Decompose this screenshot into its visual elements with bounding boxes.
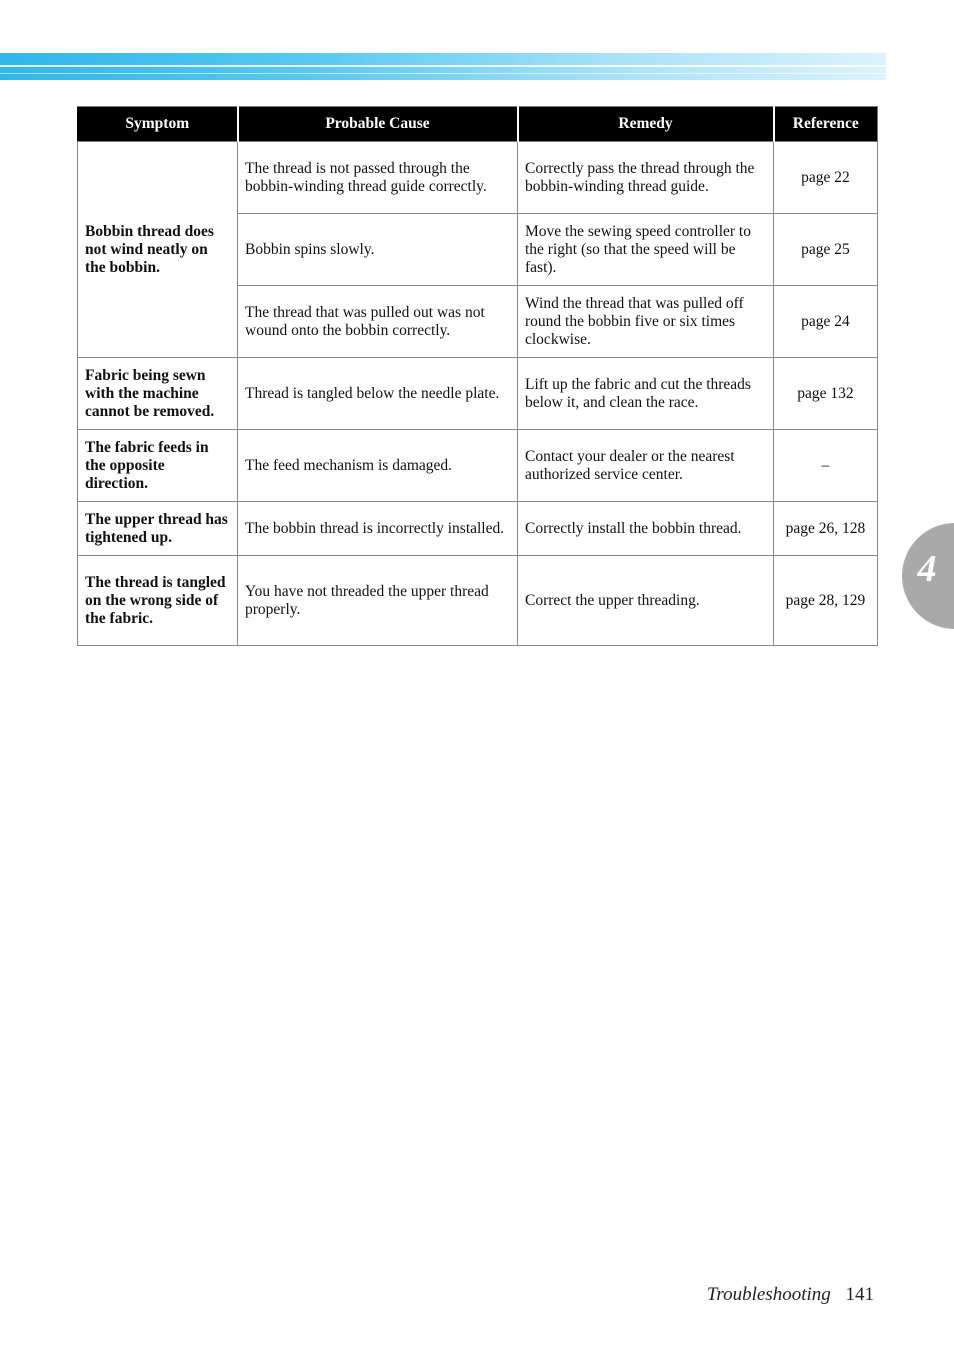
page-footer: [707, 1284, 874, 1306]
symptom-cell: Fabric being sewn with the machine cannot be removed.: [78, 358, 238, 430]
table-row: [78, 556, 878, 646]
reference-cell: page 24: [774, 286, 878, 358]
table-header-row: [78, 107, 878, 142]
remedy-cell: Correctly pass the thread through the bobbin-winding thread guide.: [518, 142, 774, 214]
remedy-cell: Contact your dealer or the nearest authorized service center.: [518, 430, 774, 502]
header-band-stripe: [0, 73, 886, 74]
symptom-cell: Bobbin thread does not wind neatly on the bobbin.: [78, 142, 238, 358]
header-remedy: Remedy: [518, 107, 774, 142]
reference-cell: page 28, 129: [774, 556, 878, 646]
troubleshooting-table: [77, 106, 878, 646]
symptom-cell: The fabric feeds in the opposite direction.: [78, 430, 238, 502]
header-band-stripe: [0, 65, 886, 67]
remedy-cell: Correct the upper threading.: [518, 556, 774, 646]
table-row: [78, 502, 878, 556]
cause-cell: The feed mechanism is damaged.: [238, 430, 518, 502]
cause-cell: The thread that was pulled out was not wound onto the bobbin correctly.: [238, 286, 518, 358]
symptom-cell: The upper thread has tightened up.: [78, 502, 238, 556]
cause-cell: Bobbin spins slowly.: [238, 214, 518, 286]
table-row: [78, 358, 878, 430]
reference-cell: page 26, 128: [774, 502, 878, 556]
reference-cell: page 132: [774, 358, 878, 430]
cause-cell: Thread is tangled below the needle plate.: [238, 358, 518, 430]
reference-cell: –: [774, 430, 878, 502]
header-symptom: Symptom: [78, 107, 238, 142]
chapter-number: 4: [917, 548, 937, 590]
remedy-cell: Wind the thread that was pulled off round the bobbin five or six times clockwise.: [518, 286, 774, 358]
symptom-cell: The thread is tangled on the wrong side of the fabric.: [78, 556, 238, 646]
reference-cell: page 22: [774, 142, 878, 214]
cause-cell: The bobbin thread is incorrectly installed.: [238, 502, 518, 556]
cause-cell: The thread is not passed through the bobbin-winding thread guide correctly.: [238, 142, 518, 214]
remedy-cell: Correctly install the bobbin thread.: [518, 502, 774, 556]
header-color-band: [0, 53, 886, 80]
footer-section-title: Troubleshooting: [706, 1284, 831, 1305]
cause-cell: You have not threaded the upper thread properly.: [238, 556, 518, 646]
table-row: [78, 430, 878, 502]
remedy-cell: Move the sewing speed controller to the right (so that the speed will be fast).: [518, 214, 774, 286]
header-probable-cause: Probable Cause: [238, 107, 518, 142]
header-reference: Reference: [774, 107, 878, 142]
table-row: [78, 142, 878, 214]
reference-cell: page 25: [774, 214, 878, 286]
chapter-tab: [902, 523, 954, 629]
remedy-cell: Lift up the fabric and cut the threads below it, and clean the race.: [518, 358, 774, 430]
page-number: 141: [845, 1284, 874, 1305]
